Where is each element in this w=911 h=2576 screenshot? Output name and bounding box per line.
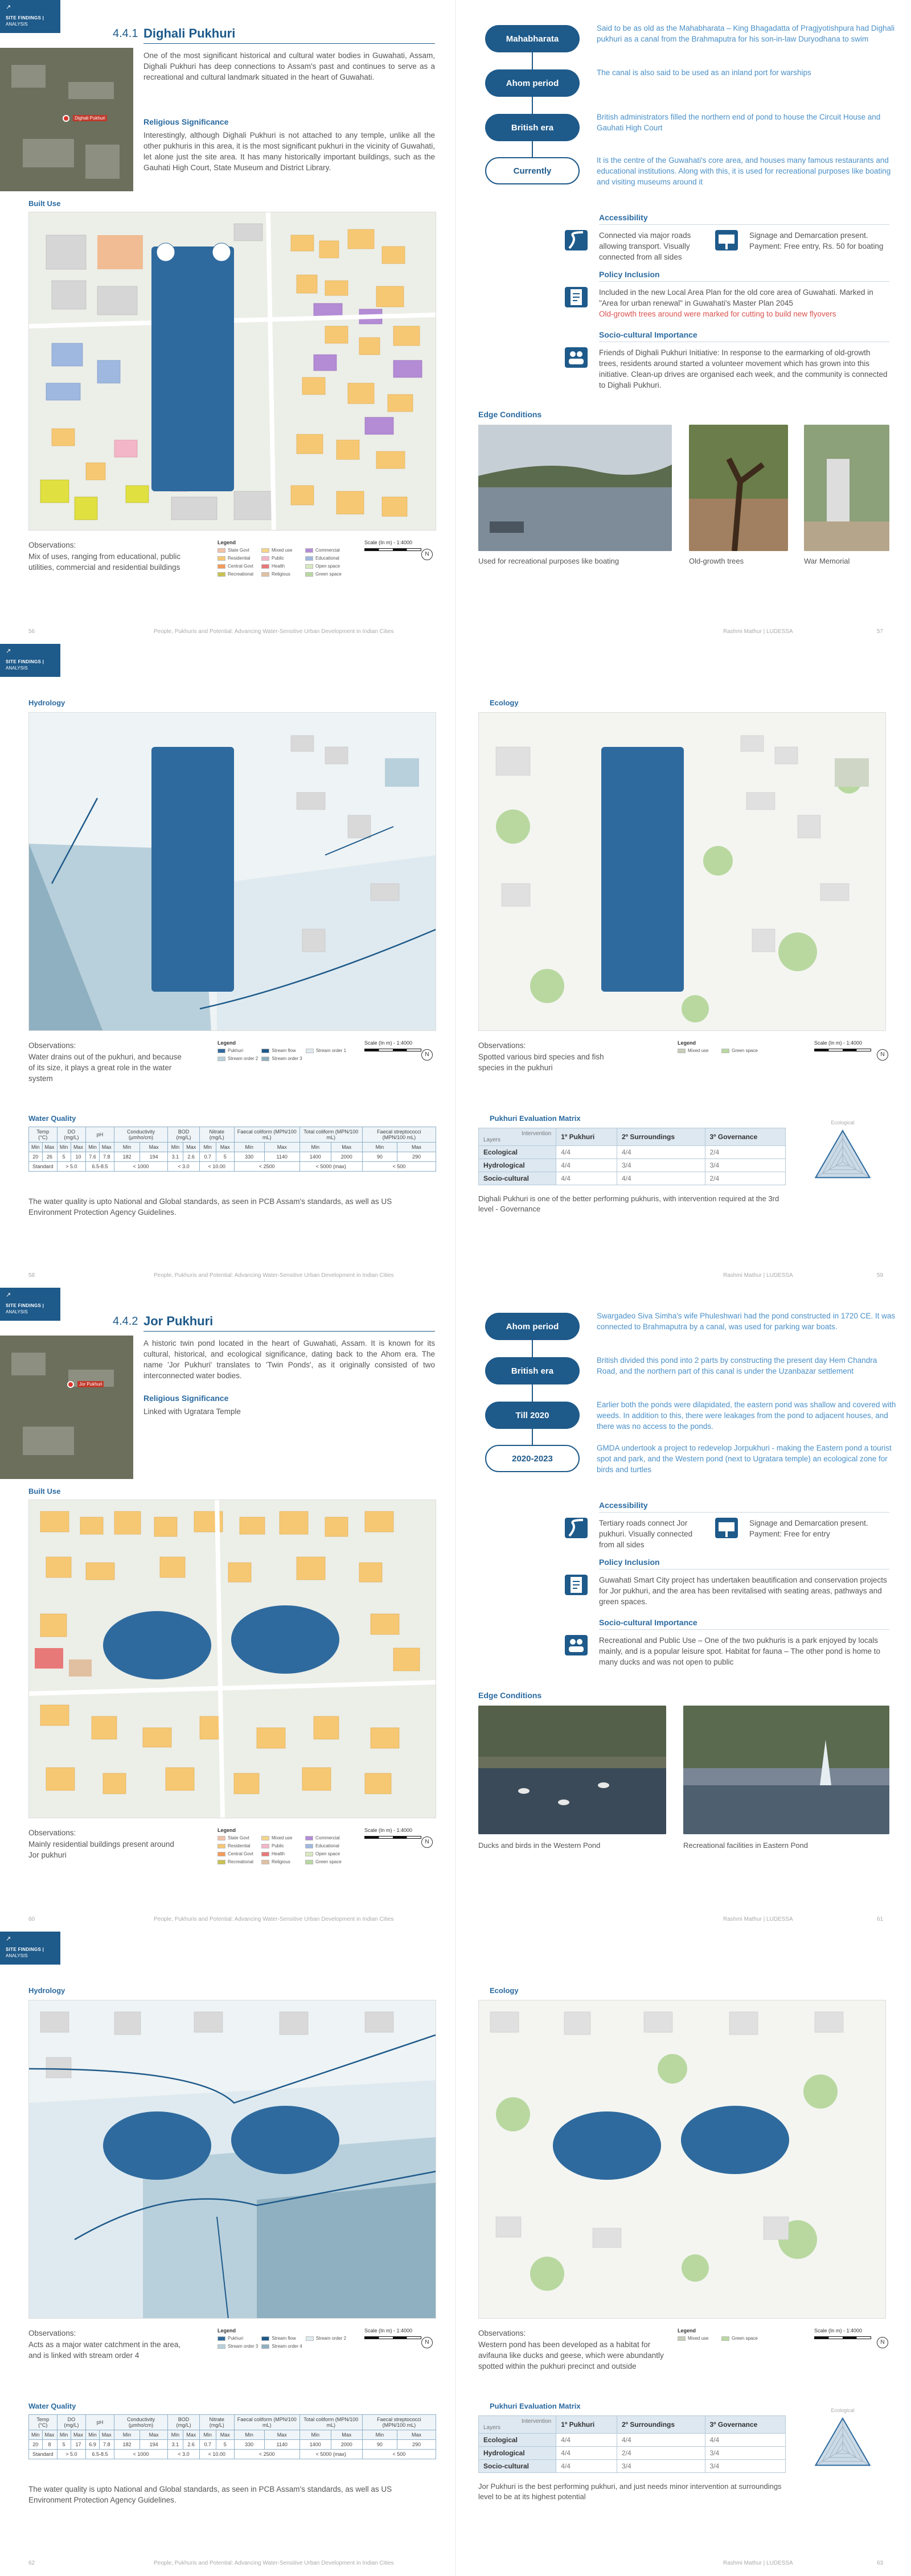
legend-label: Stream flow <box>272 1048 296 1053</box>
table-header: 3º Governance <box>705 1128 786 1146</box>
hydrology-heading: Hydrology <box>28 1986 65 1995</box>
table-row: Socio-cultural 4/4 4/4 2/4 <box>479 1172 786 1185</box>
legend-label: Stream order 3 <box>228 2344 258 2349</box>
legend-label: Open space <box>315 564 340 569</box>
table-header: Nitrate (mg/L) <box>199 1127 234 1143</box>
photo-caption: Old-growth trees <box>689 557 744 565</box>
legend-swatch <box>261 1049 269 1053</box>
section-number: 4.4.1 <box>113 27 138 40</box>
timeline-text: Swargadeo Siva Simha's wife Phuleshwari had the pond constructed in 1720 CE. It was connected to Brahmaputra by a canal, was used for parking war boats. <box>597 1312 896 1331</box>
radar-series <box>815 2418 869 2466</box>
evaluation-matrix: Intervention Layers 1º Pukhuri 2º Surroundings 3º Governance Ecological 4/4 4/4 4/4 Hydrological 4/4 2/4 3/4 Socio-cultural 4/4 3/4 3/4 <box>478 2415 786 2473</box>
legend-swatch <box>261 564 269 569</box>
evaluation-note: Dighali Pukhuri is one of the better performing pukhuris, with intervention required at the 3rd level - Governance <box>478 1194 779 1213</box>
radar-chart <box>797 1116 888 1202</box>
scale-bar: Scale (In m) - 1:4000 <box>364 1040 436 1051</box>
legend-swatch <box>218 1844 225 1848</box>
legend-item <box>218 1056 258 1061</box>
radar-series <box>815 1131 869 1178</box>
policy-text: Included in the new Local Area Plan for the old core area of Guwahati. Marked in "Area for urban renewal" in Guwahati's Master Plan 2045 <box>599 288 873 307</box>
legend-swatch <box>218 548 225 553</box>
hydrology-legend: Legend Pukhuri Stream flow Stream order 1 Stream order 2 Stream order 3 <box>218 1040 347 1061</box>
hydrology-map <box>28 712 436 1031</box>
legend-item <box>218 556 258 561</box>
observations-text: Mix of uses, ranging from educational, public utilities, commercial and residential buildings <box>28 552 181 572</box>
legend-item <box>261 1835 302 1840</box>
photo-western-pond <box>478 1706 666 1834</box>
document-icon <box>565 1575 588 1595</box>
running-footer: Rashmi Mathur | LUDESSA <box>723 628 793 635</box>
photo-caption: Ducks and birds in the Western Pond <box>478 1841 601 1850</box>
legend-label: Green space <box>732 2336 758 2341</box>
timeline-period: British era <box>485 114 580 141</box>
evaluation-note: Jor Pukhuri is the best performing pukhuri, and just needs minor intervention at surroundings level to be at its highest potential <box>478 2482 782 2501</box>
table-header: Faecal streptococci (MPN/100 mL) <box>362 2415 436 2430</box>
location-pin-icon <box>63 115 69 122</box>
table-row: Standard > 5.0 6.5-8.5 < 1000 < 3.0 < 10.00 < 2500 < 5000 (max) < 500 <box>29 1162 436 1172</box>
ecology-heading: Ecology <box>490 699 519 707</box>
legend-label: Green space <box>315 1859 342 1864</box>
socio-heading: Socio-cultural Importance <box>599 1618 697 1627</box>
legend-label: State Govt <box>228 548 249 553</box>
table-header: Conductivity (µmho/cm) <box>114 2415 167 2430</box>
scale-bar: Scale (In m) - 1:4000 <box>364 2328 436 2339</box>
legend-item <box>305 556 346 561</box>
accessibility-signage-text: Signage and Demarcation present. Payment: Free entry, Rs. 50 for boating <box>749 231 884 250</box>
water-quality-table: Temp (°C) DO (mg/L) pH Conductivity (µmho/cm) BOD (mg/L) Nitrate (mg/L) Faecal coliform (MPN/100 mL) Total coliform (MPN/100 mL) Faecal streptococci (MPN/100 mL) Min Max Min Max Min Max Min Max Min Max Min Max Min Max Min Max Min Max 20 8 5 17 6.9 7.8 182 194 3.1 2.6 0.7 5 330 1140 1400 2000 90 290 Standard > 5.0 6.5-8.5 < 1000 < 3.0 < 10.00 < 2500 < 5000 (max) < 500 <box>28 2414 436 2459</box>
evaluation-heading: Pukhuri Evaluation Matrix <box>490 2402 581 2410</box>
photo-trees <box>689 425 788 551</box>
ecology-observation: Spotted various bird species and fish species in the pukhuri <box>478 1053 604 1072</box>
legend-label: Recreational <box>228 572 253 577</box>
legend-label: Public <box>272 556 284 561</box>
legend-item <box>261 1843 302 1848</box>
ecology-map <box>478 712 886 1031</box>
policy-warning: Old-growth trees around were marked for cutting to build new flyovers <box>599 310 836 318</box>
table-header: 1º Pukhuri <box>556 1128 617 1146</box>
legend-swatch <box>218 572 225 577</box>
water-quality-note: The water quality is upto National and Global standards, as seen in PCB Assam's standards, as well as US Environment Protection Agency Guidelines. <box>28 2485 392 2504</box>
ecology-heading: Ecology <box>490 1986 519 1995</box>
spread-jor-hydrology-ecology: ↗ SITE FINDINGS | ANALYSIS Hydrology Observations: Acts as a major water catchment in the area, and is linked with stream order 4 Legend Pukhuri Stream flow Stream order 2 Stream order 3 Stream order 4 Scale (In m) - 1:4000 N Water Quality Temp (°C) DO (mg/L) pH Conductivity (µmho/cm) BOD (mg/L) Nitrate (mg/L) Faecal coliform (MPN/100 mL) Total coliform (MPN/100 mL) Faecal streptococci (MPN/100 mL) Min Max Min Max Min Max Min Max Min Max Min Max Min Max Min Max Min Max 20 8 5 17 6.9 7.8 182 194 3.1 2.6 0.7 5 330 1140 1400 2000 90 290 Standard > 5.0 6.5-8.5 < 1000 < 3.0 < 10.00 < 2500 < 5000 (max) < 500 The water quality is upto National and Global standards, as seen in PCB Assam's standards, as well as US Environment Protection Agency Guidelines. 62 People, Pukhuris and Potential: Advancing Water-Sensitive Urban Development in Indian Cities Ecology Observations: Western pond has been developed as a habitat for avifauna like ducks and geese, which were abundantly spotted within the pukhuri precinct and outside Legend Mixed use Green space Scale (In m) - 1:4000 N Pukhuri Evaluation Matrix Intervention Layers 1º Pukhuri 2º Surroundings 3º Governance Ecological 4/4 4/4 4/4 Hydrological 4/4 2/4 3/4 Socio-cultural 4/4 3/4 3/4 Jor Pukhuri is the best performing pukhuri, and just needs minor intervention at surroundings level to be at its highest potential Ecological Rashmi Mathur | LUDESSA 63 <box>0 1932 911 2575</box>
table-header: Temp (°C) <box>29 2415 58 2430</box>
scale-bar: Scale (In m) - 1:4000 <box>814 1040 886 1051</box>
location-satellite-map: Dighali Pukhuri <box>0 48 133 191</box>
legend-item <box>218 1843 258 1848</box>
table-row: Socio-cultural 4/4 3/4 3/4 <box>479 2460 786 2473</box>
legend-label: Green space <box>732 1048 758 1053</box>
legend-item <box>218 548 258 553</box>
legend-item <box>305 572 346 577</box>
observations-text: Mainly residential buildings present around Jor pukhuri <box>28 1840 174 1859</box>
legend-item <box>678 2336 718 2341</box>
legend-label: Mixed use <box>272 548 293 553</box>
photo-war-memorial <box>804 425 889 551</box>
intro-text: A historic twin pond located in the heart of Guwahati, Assam. It is known for its cultural, historical, and ecological significance, dating back to the Ahom era. The name 'Jor Pukhuri' translates to 'Twin Ponds', as it originally consisted of two interconnected water bodies. <box>143 1339 435 1380</box>
table-row: Standard > 5.0 6.5-8.5 < 1000 < 3.0 < 10.00 < 2500 < 5000 (max) < 500 <box>29 2450 436 2459</box>
table-row: 20 26 5 10 7.6 7.8 182 194 3.1 2.6 0.7 5 330 1140 1400 2000 90 290 <box>29 1152 436 1162</box>
legend-label: Residential <box>228 1843 251 1848</box>
ecology-legend: Legend Mixed use Green space <box>678 1040 806 1053</box>
legend-label: Health <box>272 1851 285 1856</box>
timeline-text: British administrators filled the northern end of pond to house the Circuit House and Gauhati High Court <box>597 113 881 132</box>
legend-item <box>261 2344 302 2349</box>
hydrology-observation: Water drains out of the pukhuri, and because of its size, it plays a great role in the water system <box>28 1053 182 1083</box>
legend-item <box>306 1048 346 1053</box>
legend-item <box>218 1851 258 1856</box>
table-header: 2º Surroundings <box>617 1128 705 1146</box>
running-footer: People, Pukhuris and Potential: Advancing Water-Sensitive Urban Development in Indian Cities <box>154 628 394 635</box>
hydrology-map <box>28 2000 436 2319</box>
water-quality-table: Temp (°C) DO (mg/L) pH Conductivity (µmho/cm) BOD (mg/L) Nitrate (mg/L) Faecal coliform (MPN/100 mL) Total coliform (MPN/100 mL) Faecal streptococci (MPN/100 mL) Min Max Min Max Min Max Min Max Min Max Min Max Min Max Min Max Min Max 20 26 5 10 7.6 7.8 182 194 3.1 2.6 0.7 5 330 1140 1400 2000 90 290 Standard > 5.0 6.5-8.5 < 1000 < 3.0 < 10.00 < 2500 < 5000 (max) < 500 <box>28 1127 436 1172</box>
photo-caption: Used for recreational purposes like boating <box>478 557 619 565</box>
legend-swatch <box>305 564 313 569</box>
timeline-text: GMDA undertook a project to redevelop Jorpukhuri - making the Eastern pond a tourist spot and park, and the Western pond (next to Ugratara temple) an ecological zone for birds and turtles <box>597 1444 892 1474</box>
legend-swatch <box>305 1852 313 1856</box>
table-header: pH <box>86 1127 114 1143</box>
policy-heading: Policy Inclusion <box>599 270 660 279</box>
table-header: Temp (°C) <box>29 1127 58 1143</box>
spread-dighali-hydrology-ecology: ↗ SITE FINDINGS | ANALYSIS Hydrology Observations: Water drains out of the pukhuri, and because of its size, it plays a great role in the water system Legend Pukhuri Stream flow Stream order 1 Stream order 2 Stream order 3 Scale (In m) - 1:4000 N Water Quality Temp (°C) DO (mg/L) pH Conductivity (µmho/cm) BOD (mg/L) Nitrate (mg/L) Faecal coliform (MPN/100 mL) Total coliform (MPN/100 mL) Faecal streptococci (MPN/100 mL) Min Max Min Max Min Max Min Max Min Max Min Max Min Max Min Max Min Max 20 26 5 10 7.6 7.8 182 194 3.1 2.6 0.7 5 330 1140 1400 2000 90 290 Standard > 5.0 6.5-8.5 < 1000 < 3.0 < 10.00 < 2500 < 5000 (max) < 500 The water quality is upto National and Global standards, as seen in PCB Assam's standards, as well as US Environment Protection Agency Guidelines. 58 People, Pukhuris and Potential: Advancing Water-Sensitive Urban Development in Indian Cities Ecology Observations: Spotted various bird species and fish species in the pukhuri Legend Mixed use Green space Scale (In m) - 1:4000 N Pukhuri Evaluation Matrix Intervention Layers 1º Pukhuri 2º Surroundings 3º Governance Ecological 4/4 4/4 2/4 Hydrological 4/4 3/4 3/4 Socio-cultural 4/4 4/4 2/4 Dighali Pukhuri is one of the better performing pukhuris, with intervention required at the 3rd level - Governance Ecological Rashmi Mathur | LUDESSA 59 <box>0 644 911 1288</box>
legend-swatch <box>261 1844 269 1848</box>
legend-swatch <box>218 556 225 561</box>
observations-label: Observations: <box>28 541 76 549</box>
ecology-legend: Legend Mixed use Green space <box>678 2328 806 2341</box>
road-icon <box>565 1518 588 1538</box>
legend-item <box>218 1835 258 1840</box>
timeline-text: Said to be as old as the Mahabharata – King Bhagadatta of Pragjyotishpura had Dighali pukhuri as a canal from the Brahmaputra for his son-in-law Duryodhana to swim <box>597 24 895 43</box>
community-icon <box>565 1635 588 1655</box>
table-header: 3º Governance <box>705 2416 786 2434</box>
evaluation-heading: Pukhuri Evaluation Matrix <box>490 1114 581 1123</box>
legend-item <box>305 1843 346 1848</box>
legend-swatch <box>305 572 313 577</box>
table-header: BOD (mg/L) <box>168 2415 199 2430</box>
socio-text: Recreational and Public Use – One of the two pukhuris is a park enjoyed by locals mainly, and is a popular leisure spot. Habitat for fauna – The other pond is home to many ducks and was not open to public <box>599 1636 881 1666</box>
legend-item <box>261 548 302 553</box>
legend-item <box>261 572 302 577</box>
scale-bar: Scale (In m) - 1:4000 <box>364 540 436 551</box>
timeline-period: Till 2020 <box>485 1402 580 1429</box>
legend-label: Commercial <box>315 1835 340 1840</box>
community-icon <box>565 347 588 368</box>
legend-item <box>261 1056 302 1061</box>
religious-heading: Religious Significance <box>143 1394 229 1403</box>
legend-swatch <box>305 1836 313 1840</box>
legend-swatch <box>261 1057 269 1061</box>
timeline-period: British era <box>485 1357 580 1384</box>
timeline-text: British divided this pond into 2 parts by constructing the present day Hem Chandra Road, and the northern part of this canal is under the Uzanbazar settlement <box>597 1356 877 1375</box>
section-badge: ↗ SITE FINDINGS | ANALYSIS <box>0 0 60 33</box>
legend-label: Residential <box>228 556 251 561</box>
timeline-period: Ahom period <box>485 1313 580 1340</box>
legend-item <box>261 1048 302 1053</box>
legend-item <box>261 1859 302 1864</box>
spread-dighali-built-use <box>0 0 911 644</box>
legend-label: Pukhuri <box>228 2336 244 2341</box>
accessibility-road-text: Tertiary roads connect Jor pukhuri. Visually connected from all sides <box>599 1519 693 1549</box>
scale-bar: Scale (In m) - 1:4000 <box>814 2328 886 2339</box>
legend-swatch <box>218 1049 225 1053</box>
page-number: 56 <box>28 628 35 635</box>
section-badge: ↗ SITE FINDINGS | ANALYSIS <box>0 644 60 677</box>
signage-icon <box>715 1518 738 1538</box>
legend-swatch <box>305 1860 313 1864</box>
edge-heading: Edge Conditions <box>478 1691 542 1700</box>
legend-label: Public <box>272 1843 284 1848</box>
religious-text: Linked with Ugratara Temple <box>143 1407 241 1416</box>
arrow-icon: ↗ <box>6 648 11 655</box>
legend-swatch <box>305 548 313 553</box>
table-row: Ecological 4/4 4/4 4/4 <box>479 2434 786 2447</box>
legend-label: Health <box>272 564 285 569</box>
legend-swatch <box>218 2344 225 2349</box>
table-header: DO (mg/L) <box>57 2415 86 2430</box>
legend-swatch <box>218 1852 225 1856</box>
arrow-icon: ↗ <box>6 1936 11 1942</box>
table-header: Total coliform (MPN/100 mL) <box>299 1127 362 1143</box>
legend-label: Educational <box>315 1843 339 1848</box>
legend-swatch <box>218 2336 225 2341</box>
table-row: Hydrological 4/4 2/4 3/4 <box>479 2447 786 2460</box>
legend-swatch <box>261 548 269 553</box>
legend-swatch <box>261 1852 269 1856</box>
table-header: Conductivity (µmho/cm) <box>114 1127 167 1143</box>
photo-caption: Recreational facilities in Eastern Pond <box>683 1841 808 1850</box>
legend-item <box>306 2336 346 2341</box>
policy-heading: Policy Inclusion <box>599 1558 660 1567</box>
section-badge: ↗ SITE FINDINGS | ANALYSIS <box>0 1932 60 1965</box>
legend-label: Commercial <box>315 548 340 553</box>
accessibility-heading: Accessibility <box>599 1501 648 1510</box>
table-header: pH <box>86 2415 114 2430</box>
north-arrow-icon: N <box>421 1837 433 1848</box>
timeline-period: Mahabharata <box>485 25 580 52</box>
legend-item <box>261 556 302 561</box>
legend-swatch <box>218 1836 225 1840</box>
legend-label: Open space <box>315 1851 340 1856</box>
section-badge: ↗ SITE FINDINGS | ANALYSIS <box>0 1288 60 1321</box>
north-arrow-icon: N <box>421 1049 433 1061</box>
photo-boating <box>478 425 672 551</box>
legend-item <box>305 1851 346 1856</box>
legend-item <box>261 564 302 569</box>
legend-label: Central Govt <box>228 564 253 569</box>
north-arrow-icon: N <box>421 549 433 560</box>
legend-item <box>261 1851 302 1856</box>
socio-heading: Socio-cultural Importance <box>599 330 697 339</box>
photo-eastern-pond <box>683 1706 889 1834</box>
edge-heading: Edge Conditions <box>478 410 542 419</box>
built-use-heading: Built Use <box>28 1487 61 1496</box>
location-pin-icon <box>67 1381 74 1388</box>
spread-jor-built-use: ↗ SITE FINDINGS | ANALYSIS 4.4.2 Jor Pukhuri Jor Pukhuri A historic twin pond located in the heart of Guwahati, Assam. It is known for its cultural, historical, and ecological significance, dating back to the Ahom era. The name 'Jor Pukhuri' translates to 'Twin Ponds', as it originally consisted of two interconnected water bodies. Religious Significance Linked with Ugratara Temple Built Use Observations: Mainly residential buildings present around Jor pukhuri Legend State Govt Mixed use Commercial Residential Public Educational Central Govt Health Open space Recreational Religious Green space Scale (In m) - 1:4000 N 60 People, Pukhuris and Potential: Advancing Water-Sensitive Urban Development in Indian Cities Ahom period Swargadeo Siva Simha's wife Phuleshwari had the pond constructed in 1720 CE. It was connected to Brahmaputra by a canal, was used for parking war boats. British era British divided this pond into 2 parts by constructing the present day Hem Chandra Road, and the northern part of this canal is under the Uzanbazar settlement Till 2020 Earlier both the ponds were dilapidated, the eastern pond was shallow and covered with weeds. In addition to this, there were leakages from the pond to adjacent houses, and there was no access to the ponds. 2020-2023 GMDA undertook a project to redevelop Jorpukhuri - making the Eastern pond a tourist spot and park, and the Western pond (next to Ugratara temple) an ecological zone for birds and turtles Accessibility Tertiary roads connect Jor pukhuri. Visually connected from all sides Signage and Demarcation present. Payment: Free for entry Policy Inclusion Guwahati Smart City project has undertaken beautification and conservation projects for Jor pukhuri, and the area has been revitalised with seating areas, pathways and green spaces. Socio-cultural Importance Recreational and Public Use – One of the two pukhuris is a park enjoyed by locals mainly, and is a popular leisure spot. Habitat for fauna – The other pond is home to many ducks and was not open to public Edge Conditions Ducks and birds in the Western Pond Recreational facilities in Eastern Pond Rashmi Mathur | LUDESSA 61 <box>0 1288 911 1932</box>
legend-label: Educational <box>315 556 339 561</box>
built-use-map <box>28 1499 436 1818</box>
table-header: Faecal coliform (MPN/100 mL) <box>234 1127 299 1143</box>
legend-swatch <box>305 556 313 561</box>
ecology-observation: Western pond has been developed as a habitat for avifauna like ducks and geese, which were abundantly spotted within the pukhuri precinct and outside <box>478 2340 664 2370</box>
scale-bar: Scale (In m) - 1:4000 <box>364 1827 436 1839</box>
legend-label: Stream order 1 <box>315 1048 347 1053</box>
legend-label: Stream flow <box>272 2336 296 2341</box>
evaluation-matrix: Intervention Layers 1º Pukhuri 2º Surroundings 3º Governance Ecological 4/4 4/4 2/4 Hydrological 4/4 3/4 3/4 Socio-cultural 4/4 4/4 2/4 <box>478 1128 786 1185</box>
legend-swatch <box>218 564 225 569</box>
table-header: 2º Surroundings <box>617 2416 705 2434</box>
timeline-period: Currently <box>485 157 580 184</box>
built-use-legend: Legend State Govt Mixed use Commercial Residential Public Educational Central Govt Health Open space Recreational Religious Green space <box>218 1827 346 1864</box>
legend-swatch <box>721 2336 729 2341</box>
accessibility-heading: Accessibility <box>599 213 648 222</box>
accessibility-road-text: Connected via major roads allowing transport. Visually connected from all sides <box>599 231 691 261</box>
water-quality-note: The water quality is upto National and Global standards, as seen in PCB Assam's standards, as well as US Environment Protection Agency Guidelines. <box>28 1197 392 1217</box>
timeline-period: 2020-2023 <box>485 1445 580 1472</box>
built-use-map <box>28 212 436 531</box>
ecology-map <box>478 2000 886 2319</box>
legend-item <box>678 1048 718 1053</box>
timeline-text: The canal is also said to be used as an inland port for warships <box>597 68 811 77</box>
radar-chart <box>797 2404 888 2489</box>
legend-item <box>305 1859 346 1864</box>
legend-label: Religious <box>272 1859 290 1864</box>
legend-swatch <box>218 1057 225 1061</box>
legend-label: Recreational <box>228 1859 253 1864</box>
legend-label: Stream order 3 <box>272 1056 302 1061</box>
legend-swatch <box>306 2336 314 2341</box>
legend-item <box>261 2336 302 2341</box>
religious-heading: Religious Significance <box>143 117 229 126</box>
legend-label: Mixed use <box>688 2336 709 2341</box>
legend-swatch <box>306 1049 314 1053</box>
legend-item <box>218 572 258 577</box>
legend-item <box>218 1048 258 1053</box>
legend-label: Stream order 2 <box>315 2336 347 2341</box>
section-number: 4.4.2 <box>113 1315 138 1328</box>
signage-icon <box>715 230 738 250</box>
legend-item <box>721 2336 762 2341</box>
legend-swatch <box>261 572 269 577</box>
legend-item <box>218 2344 258 2349</box>
legend-swatch <box>261 2336 269 2341</box>
page-56 <box>0 0 456 644</box>
legend-label: Mixed use <box>688 1048 709 1053</box>
legend-swatch <box>721 1049 729 1053</box>
arrow-icon: ↗ <box>6 1292 11 1299</box>
timeline-period: Ahom period <box>485 69 580 97</box>
legend-label: Green space <box>315 572 342 577</box>
timeline-text: Earlier both the ponds were dilapidated, the eastern pond was shallow and covered with weeds. In addition to this, there were leakages from the pond to adjacent houses, and there was no access to the ponds. <box>597 1400 896 1431</box>
page-number: 57 <box>877 628 884 635</box>
legend-swatch <box>261 556 269 561</box>
water-quality-heading: Water Quality <box>28 2402 76 2410</box>
table-header: Faecal coliform (MPN/100 mL) <box>234 2415 299 2430</box>
table-header: 1º Pukhuri <box>556 2416 617 2434</box>
built-use-legend: Legend State Govt Mixed use Commercial Residential Public Educational Central Govt Health Open space Recreational Religious Green space <box>218 540 346 577</box>
radar-axis-label: Ecological <box>831 2407 855 2413</box>
legend-item <box>305 564 346 569</box>
legend-swatch <box>678 2336 686 2341</box>
accessibility-signage-text: Signage and Demarcation present. Payment: Free for entry <box>749 1519 868 1538</box>
page-title: Dighali Pukhuri <box>143 26 236 40</box>
built-use-heading: Built Use <box>28 199 61 208</box>
socio-text: Friends of Dighali Pukhuri Initiative: In response to the earmarking of old-growth trees, residents around started a volunteer movement which has grown into this initiative. Clean-up drives are organised each week, and the community is connected to Dighali Pukhuri. <box>599 348 888 389</box>
table-header: BOD (mg/L) <box>168 1127 199 1143</box>
photo-caption: War Memorial <box>804 557 850 565</box>
table-row: 20 8 5 17 6.9 7.8 182 194 3.1 2.6 0.7 5 330 1140 1400 2000 90 290 <box>29 2440 436 2450</box>
intro-text: One of the most significant historical and cultural water bodies in Guwahati, Assam, Dighali Pukhuri has deep connections to Assam's past and continues to serve as a recreational and cultural landmark situated in the heart of Guwahati. <box>143 51 435 81</box>
legend-label: Stream order 4 <box>272 2344 302 2349</box>
hydrology-observation: Acts as a major water catchment in the area, and is linked with stream order 4 <box>28 2340 181 2360</box>
legend-item <box>305 1835 346 1840</box>
policy-text: Guwahati Smart City project has undertaken beautification and conservation projects for Jor pukhuri, and the area has been revitalised with seating areas, pathways and green spaces. <box>599 1576 887 1606</box>
water-quality-heading: Water Quality <box>28 1114 76 1123</box>
page-57 <box>456 0 911 644</box>
legend-swatch <box>261 2344 269 2349</box>
table-row: Ecological 4/4 4/4 2/4 <box>479 1146 786 1159</box>
religious-text: Interestingly, although Dighali Pukhuri is not attached to any temple, unlike all the other pukhuris in this area, it is the most significant pukhuri in the vicinity of Guwahati, let alone just the site area. It has many historically important buildings, such as the Gauhati High Court, State Museum and District Library. <box>143 131 435 172</box>
legend-label: State Govt <box>228 1835 249 1840</box>
legend-label: Religious <box>272 572 290 577</box>
legend-label: Pukhuri <box>228 1048 244 1053</box>
table-header: Total coliform (MPN/100 mL) <box>299 2415 362 2430</box>
timeline-text: It is the centre of the Guwahati's core area, and houses many famous restaurants and educational institutions. Along with this, it is used for recreational purposes like boating and visiting museums around it <box>597 156 891 186</box>
north-arrow-icon: N <box>877 1049 888 1061</box>
page-title: Jor Pukhuri <box>143 1314 214 1328</box>
radar-axis-label: Ecological <box>831 1120 855 1125</box>
legend-item <box>721 1048 762 1053</box>
location-satellite-map: Jor Pukhuri <box>0 1336 133 1479</box>
legend-swatch <box>305 1844 313 1848</box>
legend-swatch <box>218 1860 225 1864</box>
legend-item <box>218 1859 258 1864</box>
legend-swatch <box>261 1836 269 1840</box>
document-icon <box>565 287 588 307</box>
legend-swatch <box>261 1860 269 1864</box>
legend-item <box>305 548 346 553</box>
table-header: DO (mg/L) <box>57 1127 86 1143</box>
table-row: Hydrological 4/4 3/4 3/4 <box>479 1159 786 1172</box>
table-header: Nitrate (mg/L) <box>199 2415 234 2430</box>
hydrology-heading: Hydrology <box>28 699 65 707</box>
legend-swatch <box>678 1049 686 1053</box>
hydrology-legend: Legend Pukhuri Stream flow Stream order 2 Stream order 3 Stream order 4 <box>218 2328 347 2349</box>
road-icon <box>565 230 588 250</box>
north-arrow-icon: N <box>877 2337 888 2348</box>
legend-label: Mixed use <box>272 1835 293 1840</box>
arrow-icon: ↗ <box>6 4 11 11</box>
legend-item <box>218 2336 258 2341</box>
north-arrow-icon: N <box>421 2337 433 2348</box>
legend-item <box>218 564 258 569</box>
legend-label: Central Govt <box>228 1851 253 1856</box>
legend-label: Stream order 2 <box>228 1056 258 1061</box>
table-header: Faecal streptococci (MPN/100 mL) <box>362 1127 436 1143</box>
